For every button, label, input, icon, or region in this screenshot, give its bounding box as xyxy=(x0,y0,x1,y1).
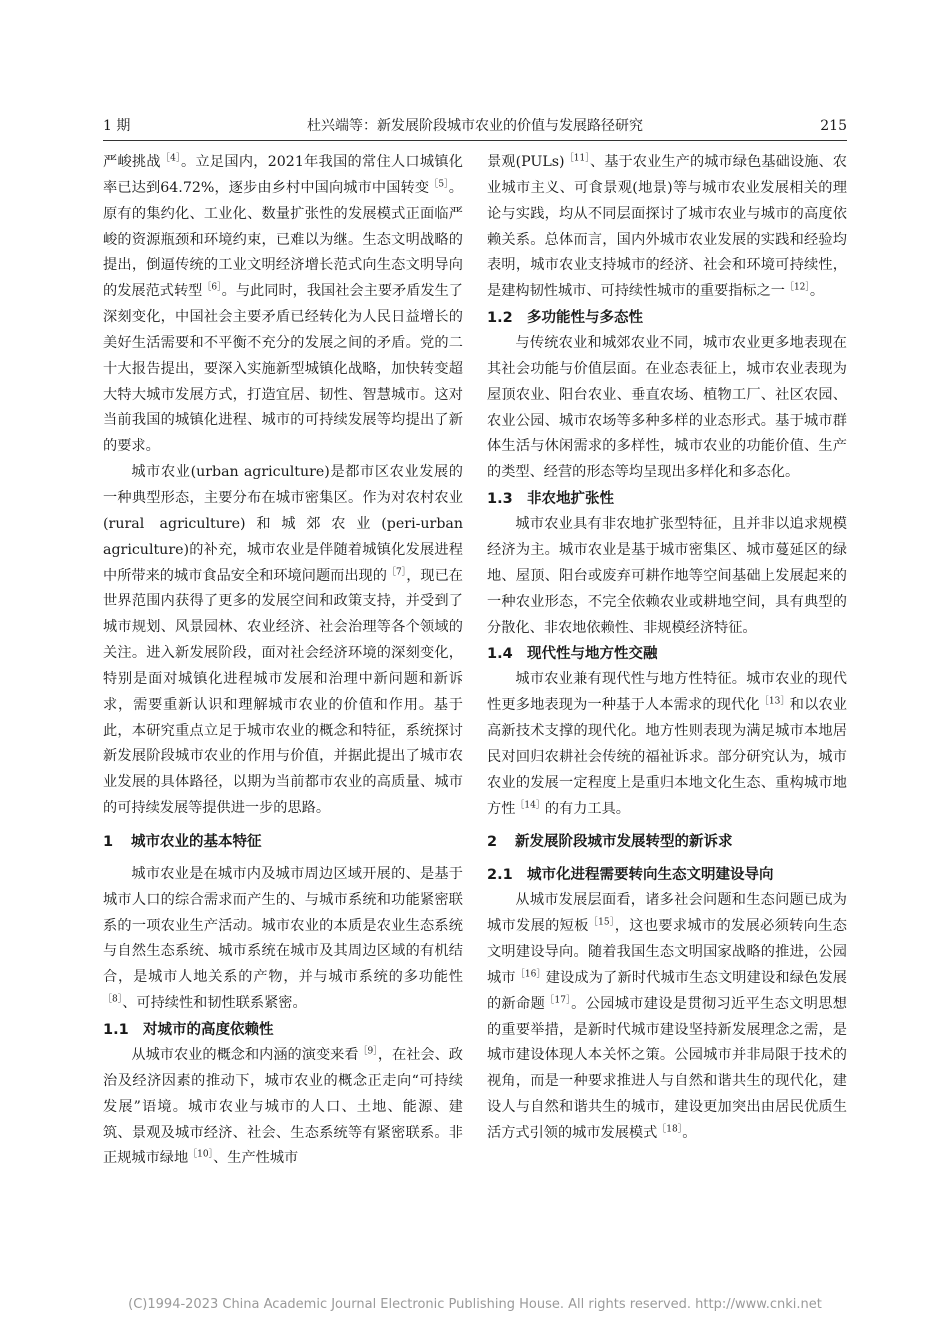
citation-ref[interactable]: ［15］ xyxy=(588,917,615,928)
paragraph: 与传统农业和城郊农业不同，城市农业更多地表现在其社会功能与价值层面。在业态表征上，城市农业表现为屋顶农业、阳台农业、垂直农场、植物工厂、社区农园、农业公园、城市农场等多种多样的业态形式。基于城市群体生活与休闲需求的多样性，城市农业的功能价值、生产的类型、经营的形态等均呈现出多样化和多态化。 xyxy=(487,335,847,481)
citation-ref[interactable]: ［4］ xyxy=(160,153,181,164)
paragraph: 城市农业具有非农地扩张型特征，且并非以追求规模经济为主。城市农业是基于城市密集区、城市蔓延区的绿地、屋顶、阳台或废弃可耕作地等空间基础上发展起来的一种农业形态，不完全依赖农业或耕地空间，具有典型的分散化、非农地依赖性、非规模经济特征。 xyxy=(487,516,847,636)
section-heading: 2 新发展阶段城市发展转型的新诉求 xyxy=(487,834,733,851)
paragraph: 城市农业(urban agriculture)是都市区农业发展的一种典型形态，主要分布在城市密集区。作为对农村农业(rural agriculture)和城郊农业(peri-urban agriculture)的补充，城市农业是伴随着城镇化发展进程中所带来的城市食品安全和环境问题而出现的$^{[7]}$，现已在世界范围内获得了更多的发展空间和政策支持，并受到了城市规划、风景园林、农业经济、社会治理等各个领域的关注。进入新发展阶段，面对社会经济环境的深刻变化，特别是面对城镇化进程城市发展和治理中新问题和新诉求，需要重新认识和理解城市农业的价值和作用。基于此，本研究重点立足于城市农业的概念和特征，系统探讨新发展阶段城市农业的作用与价值，并据此提出了城市农业发展的具体路径，以期为当前都市农业的高质量、城市的可持续发展等提供进一步的思路。 xyxy=(103,464,463,817)
citation-ref[interactable]: ［8］ xyxy=(103,994,123,1005)
citation-ref[interactable]: ［18］ xyxy=(657,1124,683,1135)
right-column xyxy=(487,150,847,1147)
paragraph: 严峻挑战$^{[4]}$。立足国内，2021年我国的常住人口城镇化率已达到64.72%，逐步由乡村中国向城市中国转变$^{[5]}$。原有的集约化、工业化、数量扩张性的发展模式正面临严峻的资源瓶颈和环境约束，已难以为继。生态文明战略的提出，倒逼传统的工业文明经济增长范式向生态文明导向的发展范式转型$^{[6]}$。与此同时，我国社会主要矛盾发生了深刻变化，中国社会主要矛盾已经转化为人民日益增长的美好生活需要和不平衡不充分的发展之间的矛盾。党的二十大报告提出，要深入实施新型城镇化战略，加快转变超大特大城市发展方式，打造宜居、韧性、智慧城市。这对当前我国的城镇化进程、城市的可持续发展等均提出了新的要求。 xyxy=(103,153,463,455)
paragraph: 从城市发展层面看，诸多社会问题和生态问题已成为城市发展的短板$^{[15]}$，这也要求城市的发展必须转向生态文明建设导向。随着我国生态文明国家战略的推进，公园城市$^{[16]}$建设成为了新时代城市生态文明建设和绿色发展的新命题$^{[17]}$。公园城市建设是贯彻习近平生态文明思想的重要举措，是新时代城市建设坚持新发展理念之需，是城市建设体现人本关怀之策。公园城市并非局限于技术的视角，而是一种要求推进人与自然和谐共生的现代化，建设人与自然和谐共生的城市，建设更加突出由居民优质生活方式引领的城市发展模式$^{[18]}$。 xyxy=(487,892,847,1141)
running-title: 杜兴端等：新发展阶段城市农业的价值与发展路径研究 xyxy=(307,118,643,134)
subsection-heading: 1.1 对城市的高度依赖性 xyxy=(103,1022,274,1038)
paragraph: 城市农业兼有现代性与地方性特征。城市农业的现代性更多地表现为一种基于人本需求的现代化$^{[13]}$和以农业高新技术支撑的现代化。地方性则表现为满足城市本地居民对回归农耕社会传统的福祉诉求。部分研究认为，城市农业的发展一定程度上是重归本地文化生态、重构城市地方性$^{[14]}$的有力工具。 xyxy=(487,671,847,817)
subsection-heading: 2.1 城市化进程需要转向生态文明建设导向 xyxy=(487,867,774,884)
left-column xyxy=(103,150,463,1172)
paragraph: 从城市农业的概念和内涵的演变来看$^{[9]}$，在社会、政治及经济因素的推动下，城市农业的概念正走向“可持续发展”语境。城市农业与城市的人口、土地、能源、建筑、景观及城市经济、社会、生态系统等有紧密联系。非正规城市绿地$^{[10]}$、生产性城市 xyxy=(103,1046,463,1167)
citation-ref[interactable]: ［12］ xyxy=(784,282,810,293)
citation-ref[interactable]: ［9］ xyxy=(358,1046,378,1057)
citation-ref[interactable]: ［5］ xyxy=(429,179,449,190)
subsection-heading: 1.3 非农地扩张性 xyxy=(487,491,614,508)
citation-ref[interactable]: ［14］ xyxy=(515,799,545,810)
paragraph: 城市农业是在城市内及城市周边区域开展的、是基于城市人口的综合需求而产生的、与城市系统和功能紧密联系的一项农业生产活动。城市农业的本质是农业生态系统与自然生态系统、城市系统在城市及其周边区域的有机结合，是城市人地关系的产物，并与城市系统的多功能性$^{[8]}$、可持续性和韧性联系紧密。 xyxy=(103,865,463,1012)
issue-number: 1 期 xyxy=(103,118,131,134)
running-header xyxy=(103,116,847,141)
citation-ref[interactable]: ［6］ xyxy=(202,282,222,293)
section-heading: 1 城市农业的基本特征 xyxy=(103,833,262,850)
citation-ref[interactable]: ［11］ xyxy=(564,153,590,164)
citation-ref[interactable]: ［7］ xyxy=(386,566,407,577)
paragraph: 景观(PULs)$^{[11]}$、基于农业生产的城市绿色基础设施、农业城市主义、可食景观(地景)等与城市农业发展相关的理论与实践，均从不同层面探讨了城市农业与城市的高度依赖关系。总体而言，国内外城市农业发展的实践和经验均表明，城市农业支持城市的经济、社会和环境可持续性，是建构韧性城市、可持续性城市的重要指标之一$^{[12]}$。 xyxy=(487,153,847,300)
page-number: 215 xyxy=(820,118,847,134)
subsection-heading: 1.4 现代性与地方性交融 xyxy=(487,646,658,663)
citation-ref[interactable]: ［16］ xyxy=(515,969,546,980)
subsection-heading: 1.2 多功能性与多态性 xyxy=(487,310,643,327)
citation-ref[interactable]: ［10］ xyxy=(188,1149,214,1160)
citation-ref[interactable]: ［17］ xyxy=(545,995,572,1006)
copyright-footer: (C)1994-2023 China Academic Journal Electronic Publishing House. All rights reserved. http://www.cnki.net xyxy=(128,1297,822,1312)
citation-ref[interactable]: ［13］ xyxy=(759,696,790,707)
